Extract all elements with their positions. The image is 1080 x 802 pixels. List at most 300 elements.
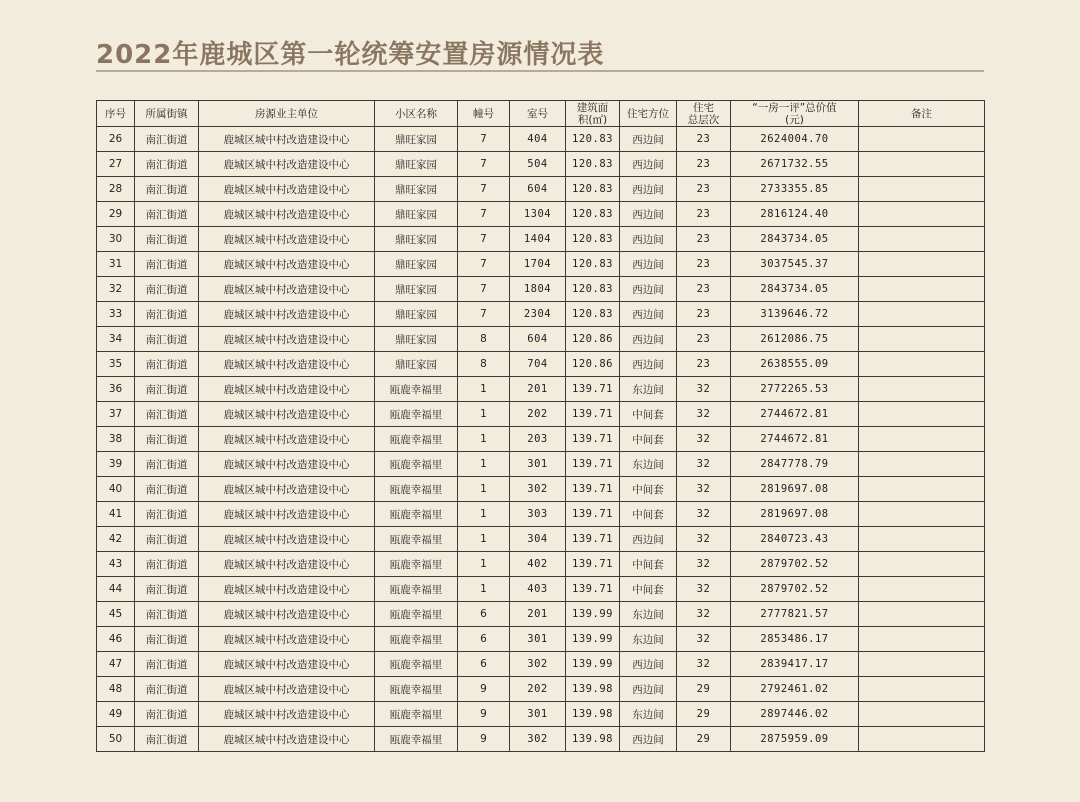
cell-room: 202 bbox=[510, 677, 566, 702]
cell-owner: 鹿城区城中村改造建设中心 bbox=[199, 377, 375, 402]
cell-street: 南汇街道 bbox=[135, 327, 199, 352]
table-row bbox=[97, 652, 985, 677]
table-header-row bbox=[97, 101, 985, 127]
table-row bbox=[97, 227, 985, 252]
cell-community: 瓯鹿幸福里 bbox=[375, 702, 458, 727]
cell-orientation: 东边间 bbox=[620, 702, 677, 727]
cell-owner: 鹿城区城中村改造建设中心 bbox=[199, 327, 375, 352]
cell-remark bbox=[859, 327, 985, 352]
table-row bbox=[97, 302, 985, 327]
cell-room: 704 bbox=[510, 352, 566, 377]
table-row bbox=[97, 427, 985, 452]
cell-owner: 鹿城区城中村改造建设中心 bbox=[199, 502, 375, 527]
cell-street: 南汇街道 bbox=[135, 627, 199, 652]
cell-owner: 鹿城区城中村改造建设中心 bbox=[199, 527, 375, 552]
table-row bbox=[97, 252, 985, 277]
cell-room: 504 bbox=[510, 152, 566, 177]
cell-remark bbox=[859, 402, 985, 427]
header-price bbox=[731, 101, 859, 127]
table-row bbox=[97, 152, 985, 177]
cell-building: 1 bbox=[458, 527, 510, 552]
cell-building: 6 bbox=[458, 602, 510, 627]
cell-community: 鼎旺家园 bbox=[375, 327, 458, 352]
cell-room: 301 bbox=[510, 702, 566, 727]
cell-room: 302 bbox=[510, 727, 566, 752]
cell-building: 7 bbox=[458, 152, 510, 177]
cell-floors: 23 bbox=[677, 277, 731, 302]
header-seq: 序号 bbox=[97, 101, 135, 127]
cell-owner: 鹿城区城中村改造建设中心 bbox=[199, 602, 375, 627]
cell-community: 瓯鹿幸福里 bbox=[375, 477, 458, 502]
cell-owner: 鹿城区城中村改造建设中心 bbox=[199, 252, 375, 277]
cell-floors: 23 bbox=[677, 352, 731, 377]
cell-orientation: 西边间 bbox=[620, 652, 677, 677]
cell-area: 139.98 bbox=[566, 702, 620, 727]
cell-seq: 26 bbox=[97, 127, 135, 152]
cell-building: 1 bbox=[458, 577, 510, 602]
cell-area: 120.83 bbox=[566, 227, 620, 252]
cell-seq: 48 bbox=[97, 677, 135, 702]
cell-remark bbox=[859, 227, 985, 252]
cell-price: 2843734.05 bbox=[731, 277, 859, 302]
cell-seq: 33 bbox=[97, 302, 135, 327]
cell-community: 鼎旺家园 bbox=[375, 177, 458, 202]
cell-room: 1404 bbox=[510, 227, 566, 252]
cell-owner: 鹿城区城中村改造建设中心 bbox=[199, 452, 375, 477]
cell-room: 303 bbox=[510, 502, 566, 527]
cell-building: 7 bbox=[458, 277, 510, 302]
cell-owner: 鹿城区城中村改造建设中心 bbox=[199, 552, 375, 577]
cell-orientation: 东边间 bbox=[620, 602, 677, 627]
cell-seq: 35 bbox=[97, 352, 135, 377]
header-building: 幢号 bbox=[458, 101, 510, 127]
cell-building: 7 bbox=[458, 127, 510, 152]
cell-room: 1304 bbox=[510, 202, 566, 227]
cell-remark bbox=[859, 302, 985, 327]
cell-price: 2733355.85 bbox=[731, 177, 859, 202]
table-body bbox=[97, 127, 985, 752]
cell-owner: 鹿城区城中村改造建设中心 bbox=[199, 402, 375, 427]
cell-remark bbox=[859, 477, 985, 502]
cell-area: 120.86 bbox=[566, 327, 620, 352]
cell-area: 120.83 bbox=[566, 277, 620, 302]
cell-street: 南汇街道 bbox=[135, 727, 199, 752]
cell-remark bbox=[859, 152, 985, 177]
cell-floors: 23 bbox=[677, 302, 731, 327]
header-room: 室号 bbox=[510, 101, 566, 127]
cell-remark bbox=[859, 652, 985, 677]
cell-price: 2792461.02 bbox=[731, 677, 859, 702]
cell-area: 139.71 bbox=[566, 377, 620, 402]
cell-community: 鼎旺家园 bbox=[375, 352, 458, 377]
cell-street: 南汇街道 bbox=[135, 502, 199, 527]
header-floors-line1: 住宅 bbox=[693, 101, 714, 114]
cell-price: 2839417.17 bbox=[731, 652, 859, 677]
cell-floors: 23 bbox=[677, 327, 731, 352]
cell-street: 南汇街道 bbox=[135, 152, 199, 177]
cell-street: 南汇街道 bbox=[135, 702, 199, 727]
cell-orientation: 东边间 bbox=[620, 377, 677, 402]
cell-floors: 32 bbox=[677, 402, 731, 427]
cell-owner: 鹿城区城中村改造建设中心 bbox=[199, 352, 375, 377]
cell-price: 2612086.75 bbox=[731, 327, 859, 352]
cell-owner: 鹿城区城中村改造建设中心 bbox=[199, 477, 375, 502]
cell-seq: 42 bbox=[97, 527, 135, 552]
cell-orientation: 西边间 bbox=[620, 152, 677, 177]
cell-area: 139.98 bbox=[566, 727, 620, 752]
cell-area: 120.86 bbox=[566, 352, 620, 377]
cell-remark bbox=[859, 677, 985, 702]
cell-area: 120.83 bbox=[566, 177, 620, 202]
header-area-line2: 积(㎡) bbox=[577, 113, 608, 126]
cell-seq: 47 bbox=[97, 652, 135, 677]
cell-room: 201 bbox=[510, 377, 566, 402]
cell-seq: 43 bbox=[97, 552, 135, 577]
cell-orientation: 西边间 bbox=[620, 352, 677, 377]
cell-building: 7 bbox=[458, 227, 510, 252]
table-row bbox=[97, 627, 985, 652]
cell-orientation: 中间套 bbox=[620, 402, 677, 427]
cell-seq: 30 bbox=[97, 227, 135, 252]
cell-remark bbox=[859, 502, 985, 527]
cell-price: 2671732.55 bbox=[731, 152, 859, 177]
cell-area: 120.83 bbox=[566, 127, 620, 152]
cell-street: 南汇街道 bbox=[135, 602, 199, 627]
table-row bbox=[97, 677, 985, 702]
cell-building: 1 bbox=[458, 502, 510, 527]
cell-street: 南汇街道 bbox=[135, 277, 199, 302]
cell-building: 1 bbox=[458, 477, 510, 502]
cell-remark bbox=[859, 702, 985, 727]
cell-owner: 鹿城区城中村改造建设中心 bbox=[199, 277, 375, 302]
cell-street: 南汇街道 bbox=[135, 527, 199, 552]
cell-price: 2843734.05 bbox=[731, 227, 859, 252]
cell-room: 604 bbox=[510, 327, 566, 352]
cell-building: 8 bbox=[458, 352, 510, 377]
cell-seq: 34 bbox=[97, 327, 135, 352]
cell-price: 2624004.70 bbox=[731, 127, 859, 152]
cell-community: 瓯鹿幸福里 bbox=[375, 402, 458, 427]
cell-floors: 23 bbox=[677, 127, 731, 152]
cell-building: 9 bbox=[458, 677, 510, 702]
cell-area: 120.83 bbox=[566, 252, 620, 277]
cell-building: 1 bbox=[458, 427, 510, 452]
cell-community: 瓯鹿幸福里 bbox=[375, 502, 458, 527]
cell-area: 120.83 bbox=[566, 302, 620, 327]
cell-orientation: 西边间 bbox=[620, 127, 677, 152]
cell-building: 7 bbox=[458, 202, 510, 227]
cell-orientation: 西边间 bbox=[620, 277, 677, 302]
cell-price: 2744672.81 bbox=[731, 402, 859, 427]
cell-area: 139.99 bbox=[566, 652, 620, 677]
cell-orientation: 东边间 bbox=[620, 627, 677, 652]
cell-community: 瓯鹿幸福里 bbox=[375, 427, 458, 452]
cell-seq: 50 bbox=[97, 727, 135, 752]
cell-street: 南汇街道 bbox=[135, 552, 199, 577]
header-street: 所属街镇 bbox=[135, 101, 199, 127]
table-row bbox=[97, 352, 985, 377]
cell-street: 南汇街道 bbox=[135, 677, 199, 702]
cell-orientation: 西边间 bbox=[620, 202, 677, 227]
cell-owner: 鹿城区城中村改造建设中心 bbox=[199, 227, 375, 252]
table-row bbox=[97, 127, 985, 152]
cell-street: 南汇街道 bbox=[135, 402, 199, 427]
cell-building: 9 bbox=[458, 702, 510, 727]
header-price-line1: “一房一评”总价值 bbox=[752, 101, 837, 114]
cell-room: 404 bbox=[510, 127, 566, 152]
cell-remark bbox=[859, 427, 985, 452]
cell-remark bbox=[859, 552, 985, 577]
cell-room: 202 bbox=[510, 402, 566, 427]
header-area-line1: 建筑面 bbox=[576, 101, 609, 114]
cell-room: 2304 bbox=[510, 302, 566, 327]
cell-owner: 鹿城区城中村改造建设中心 bbox=[199, 702, 375, 727]
cell-remark bbox=[859, 452, 985, 477]
table-row bbox=[97, 277, 985, 302]
cell-street: 南汇街道 bbox=[135, 127, 199, 152]
cell-room: 403 bbox=[510, 577, 566, 602]
cell-remark bbox=[859, 527, 985, 552]
cell-orientation: 西边间 bbox=[620, 227, 677, 252]
cell-seq: 38 bbox=[97, 427, 135, 452]
cell-orientation: 西边间 bbox=[620, 327, 677, 352]
cell-seq: 41 bbox=[97, 502, 135, 527]
page-title: 2022年鹿城区第一轮统筹安置房源情况表 bbox=[96, 40, 605, 70]
cell-area: 139.71 bbox=[566, 427, 620, 452]
cell-community: 瓯鹿幸福里 bbox=[375, 627, 458, 652]
cell-price: 3139646.72 bbox=[731, 302, 859, 327]
cell-street: 南汇街道 bbox=[135, 202, 199, 227]
cell-orientation: 中间套 bbox=[620, 427, 677, 452]
cell-community: 鼎旺家园 bbox=[375, 227, 458, 252]
cell-price: 2638555.09 bbox=[731, 352, 859, 377]
cell-building: 6 bbox=[458, 652, 510, 677]
cell-floors: 32 bbox=[677, 452, 731, 477]
header-floors-line2: 总层次 bbox=[687, 113, 720, 126]
cell-building: 1 bbox=[458, 552, 510, 577]
table-row bbox=[97, 552, 985, 577]
cell-floors: 32 bbox=[677, 477, 731, 502]
cell-street: 南汇街道 bbox=[135, 452, 199, 477]
cell-community: 鼎旺家园 bbox=[375, 302, 458, 327]
cell-street: 南汇街道 bbox=[135, 427, 199, 452]
cell-building: 1 bbox=[458, 402, 510, 427]
cell-owner: 鹿城区城中村改造建设中心 bbox=[199, 302, 375, 327]
cell-area: 139.71 bbox=[566, 527, 620, 552]
cell-orientation: 西边间 bbox=[620, 727, 677, 752]
cell-floors: 23 bbox=[677, 177, 731, 202]
cell-orientation: 西边间 bbox=[620, 677, 677, 702]
cell-seq: 31 bbox=[97, 252, 135, 277]
table-row bbox=[97, 452, 985, 477]
cell-orientation: 中间套 bbox=[620, 552, 677, 577]
header-owner: 房源业主单位 bbox=[199, 101, 375, 127]
header-community: 小区名称 bbox=[375, 101, 458, 127]
cell-street: 南汇街道 bbox=[135, 352, 199, 377]
cell-floors: 32 bbox=[677, 602, 731, 627]
cell-floors: 29 bbox=[677, 702, 731, 727]
cell-price: 2744672.81 bbox=[731, 427, 859, 452]
cell-community: 瓯鹿幸福里 bbox=[375, 452, 458, 477]
table-row bbox=[97, 502, 985, 527]
cell-street: 南汇街道 bbox=[135, 577, 199, 602]
table-row bbox=[97, 402, 985, 427]
cell-floors: 23 bbox=[677, 252, 731, 277]
table-row bbox=[97, 702, 985, 727]
cell-owner: 鹿城区城中村改造建设中心 bbox=[199, 127, 375, 152]
cell-community: 瓯鹿幸福里 bbox=[375, 527, 458, 552]
cell-room: 201 bbox=[510, 602, 566, 627]
table-row bbox=[97, 577, 985, 602]
cell-area: 139.71 bbox=[566, 552, 620, 577]
cell-room: 302 bbox=[510, 477, 566, 502]
cell-remark bbox=[859, 252, 985, 277]
cell-building: 9 bbox=[458, 727, 510, 752]
cell-area: 139.99 bbox=[566, 627, 620, 652]
cell-community: 瓯鹿幸福里 bbox=[375, 677, 458, 702]
cell-street: 南汇街道 bbox=[135, 252, 199, 277]
cell-seq: 46 bbox=[97, 627, 135, 652]
header-remark: 备注 bbox=[859, 101, 985, 127]
cell-floors: 32 bbox=[677, 552, 731, 577]
cell-orientation: 西边间 bbox=[620, 252, 677, 277]
cell-orientation: 中间套 bbox=[620, 477, 677, 502]
cell-price: 2879702.52 bbox=[731, 577, 859, 602]
table-row bbox=[97, 527, 985, 552]
cell-remark bbox=[859, 577, 985, 602]
cell-floors: 29 bbox=[677, 727, 731, 752]
cell-community: 鼎旺家园 bbox=[375, 252, 458, 277]
cell-orientation: 中间套 bbox=[620, 577, 677, 602]
cell-room: 402 bbox=[510, 552, 566, 577]
cell-remark bbox=[859, 177, 985, 202]
cell-floors: 23 bbox=[677, 227, 731, 252]
cell-community: 瓯鹿幸福里 bbox=[375, 727, 458, 752]
cell-orientation: 东边间 bbox=[620, 452, 677, 477]
header-floors bbox=[677, 101, 731, 127]
cell-floors: 32 bbox=[677, 577, 731, 602]
cell-remark bbox=[859, 277, 985, 302]
cell-community: 瓯鹿幸福里 bbox=[375, 577, 458, 602]
cell-seq: 49 bbox=[97, 702, 135, 727]
cell-seq: 32 bbox=[97, 277, 135, 302]
cell-owner: 鹿城区城中村改造建设中心 bbox=[199, 677, 375, 702]
cell-room: 604 bbox=[510, 177, 566, 202]
cell-room: 304 bbox=[510, 527, 566, 552]
table-row bbox=[97, 477, 985, 502]
table-row bbox=[97, 327, 985, 352]
cell-remark bbox=[859, 602, 985, 627]
cell-street: 南汇街道 bbox=[135, 302, 199, 327]
cell-remark bbox=[859, 127, 985, 152]
cell-price: 2840723.43 bbox=[731, 527, 859, 552]
cell-building: 1 bbox=[458, 377, 510, 402]
cell-seq: 28 bbox=[97, 177, 135, 202]
cell-street: 南汇街道 bbox=[135, 477, 199, 502]
cell-building: 7 bbox=[458, 302, 510, 327]
cell-owner: 鹿城区城中村改造建设中心 bbox=[199, 202, 375, 227]
cell-area: 139.99 bbox=[566, 602, 620, 627]
cell-community: 瓯鹿幸福里 bbox=[375, 377, 458, 402]
cell-floors: 32 bbox=[677, 427, 731, 452]
cell-price: 2847778.79 bbox=[731, 452, 859, 477]
cell-room: 1804 bbox=[510, 277, 566, 302]
cell-price: 2875959.09 bbox=[731, 727, 859, 752]
cell-floors: 32 bbox=[677, 652, 731, 677]
cell-street: 南汇街道 bbox=[135, 227, 199, 252]
cell-seq: 36 bbox=[97, 377, 135, 402]
cell-room: 203 bbox=[510, 427, 566, 452]
cell-owner: 鹿城区城中村改造建设中心 bbox=[199, 727, 375, 752]
cell-area: 139.71 bbox=[566, 402, 620, 427]
cell-orientation: 西边间 bbox=[620, 527, 677, 552]
cell-owner: 鹿城区城中村改造建设中心 bbox=[199, 627, 375, 652]
cell-price: 2772265.53 bbox=[731, 377, 859, 402]
cell-street: 南汇街道 bbox=[135, 177, 199, 202]
cell-building: 1 bbox=[458, 452, 510, 477]
cell-seq: 37 bbox=[97, 402, 135, 427]
title-divider bbox=[96, 70, 984, 72]
cell-community: 瓯鹿幸福里 bbox=[375, 652, 458, 677]
cell-floors: 32 bbox=[677, 627, 731, 652]
cell-seq: 27 bbox=[97, 152, 135, 177]
cell-floors: 23 bbox=[677, 152, 731, 177]
cell-street: 南汇街道 bbox=[135, 377, 199, 402]
cell-building: 7 bbox=[458, 252, 510, 277]
cell-seq: 44 bbox=[97, 577, 135, 602]
cell-community: 瓯鹿幸福里 bbox=[375, 602, 458, 627]
cell-seq: 29 bbox=[97, 202, 135, 227]
cell-owner: 鹿城区城中村改造建设中心 bbox=[199, 427, 375, 452]
cell-area: 139.98 bbox=[566, 677, 620, 702]
cell-owner: 鹿城区城中村改造建设中心 bbox=[199, 652, 375, 677]
cell-price: 3037545.37 bbox=[731, 252, 859, 277]
cell-room: 301 bbox=[510, 452, 566, 477]
cell-street: 南汇街道 bbox=[135, 652, 199, 677]
cell-floors: 32 bbox=[677, 527, 731, 552]
cell-seq: 40 bbox=[97, 477, 135, 502]
cell-price: 2879702.52 bbox=[731, 552, 859, 577]
header-price-line2: (元) bbox=[785, 113, 804, 126]
cell-orientation: 西边间 bbox=[620, 177, 677, 202]
cell-price: 2897446.02 bbox=[731, 702, 859, 727]
cell-community: 鼎旺家园 bbox=[375, 152, 458, 177]
cell-seq: 39 bbox=[97, 452, 135, 477]
cell-price: 2819697.08 bbox=[731, 477, 859, 502]
cell-orientation: 中间套 bbox=[620, 502, 677, 527]
cell-community: 鼎旺家园 bbox=[375, 127, 458, 152]
cell-remark bbox=[859, 202, 985, 227]
table-row bbox=[97, 602, 985, 627]
cell-room: 301 bbox=[510, 627, 566, 652]
header-area bbox=[566, 101, 620, 127]
cell-area: 139.71 bbox=[566, 502, 620, 527]
cell-community: 瓯鹿幸福里 bbox=[375, 552, 458, 577]
cell-area: 139.71 bbox=[566, 477, 620, 502]
cell-price: 2819697.08 bbox=[731, 502, 859, 527]
cell-seq: 45 bbox=[97, 602, 135, 627]
cell-building: 7 bbox=[458, 177, 510, 202]
cell-community: 鼎旺家园 bbox=[375, 277, 458, 302]
cell-floors: 32 bbox=[677, 502, 731, 527]
cell-price: 2853486.17 bbox=[731, 627, 859, 652]
cell-floors: 23 bbox=[677, 202, 731, 227]
cell-remark bbox=[859, 727, 985, 752]
cell-owner: 鹿城区城中村改造建设中心 bbox=[199, 177, 375, 202]
cell-area: 120.83 bbox=[566, 202, 620, 227]
cell-owner: 鹿城区城中村改造建设中心 bbox=[199, 152, 375, 177]
cell-remark bbox=[859, 627, 985, 652]
